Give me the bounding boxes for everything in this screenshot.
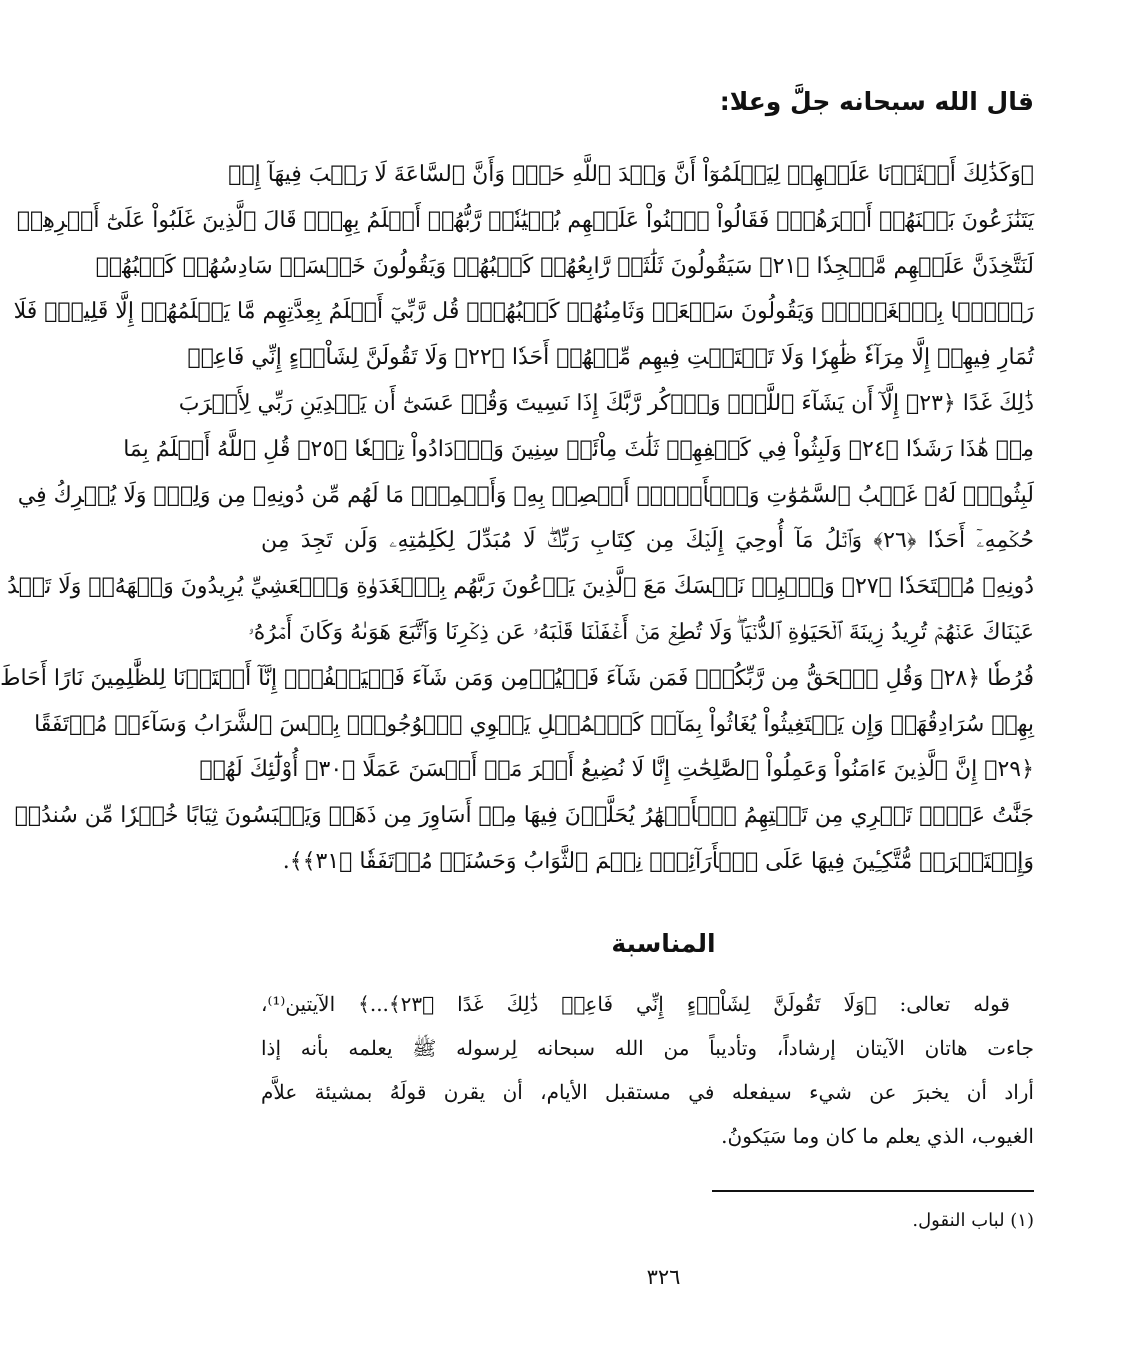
body-line: الغيوب، الذي يعلم ما كان وما سَيَكونُ.	[721, 1124, 1034, 1148]
quran-line: مِنۡ هَٰذَا رَشَدٗا ﴿٢٤﴾ وَلَبِثُواْ فِي كَهۡفِهِمۡ ثَلَٰثَ مِاْئَةٖ سِنِينَ وَٱزۡدَادُواْ تِسۡعٗا ﴿٢٥﴾ قُلِ ٱللَّهُ أَعۡلَمُ بِمَا	[123, 436, 1034, 462]
quran-line: تُمَارِ فِيهِمۡ إِلَّا مِرَآءٗ ظَٰهِرٗا وَلَا تَسۡتَفۡتِ فِيهِم مِّنۡهُمۡ أَحَدٗا ﴿٢٢﴾ وَلَا تَقُولَنَّ لِشَاْيۡءٍ إِنِّي فَاعِلٞ	[187, 345, 1034, 371]
page-heading: قال الله سبحانه جلَّ وعلا:	[719, 87, 1034, 116]
quran-line: فُرُطٗا ﴿٢٨﴾ وَقُلِ ٱلۡحَقُّ مِن رَّبِّكُمۡۖ فَمَن شَآءَ فَلۡيُؤۡمِن وَمَن شَآءَ فَلۡيَكۡفُرۡۚ إِنَّآ أَعۡتَدۡنَا لِلظَّٰلِمِينَ نَارًا أَحَاطَ	[0, 665, 1034, 691]
body-line: أراد أن يخبرَ عن شيء سيفعله في مستقبل الأيام، أن يقرن قولَهُ بمشيئة علاَّم	[261, 1080, 1034, 1104]
quran-line: عَيۡنَاكَ عَنۡهُمۡ تُرِيدُ زِينَةَ ٱلۡحَيَوٰةِ ٱلدُّنۡيَاۖ وَلَا تُطِعۡ مَنۡ أَغۡفَلۡنَا قَلۡبَهُۥ عَن ذِكۡرِنَا وَٱتَّبَعَ هَوَىٰهُ وَكَانَ أَمۡرُهُۥ	[248, 619, 1034, 645]
quran-line: ﴿وَكَذَٰلِكَ أَعۡثَرۡنَا عَلَيۡهِمۡ لِيَعۡلَمُوٓاْ أَنَّ وَعۡدَ ٱللَّهِ حَقّٞ وَأَنَّ ٱلسَّاعَةَ لَا رَيۡبَ فِيهَآ إِذۡ	[228, 162, 1034, 187]
body-line: قوله تعالى: ﴿وَلَا تَقُولَنَّ لِشَاْيۡءٍ إِنِّي فَاعِلٞ ذَٰلِكَ غَدًا ﴿٢٣﴾...﴾ الآيتين⁽¹⁾،	[261, 992, 1010, 1016]
page-number: ٣٢٦	[646, 1265, 681, 1289]
quran-line: لَنَتَّخِذَنَّ عَلَيۡهِم مَّسۡجِدٗا ﴿٢١﴾ سَيَقُولُونَ ثَلَٰثَةٞ رَّابِعُهُمۡ كَلۡبُهُمۡ وَيَقُولُونَ خَمۡسَةٞ سَادِسُهُمۡ كَلۡبُهُمۡ	[95, 253, 1034, 279]
quran-line: رَجۡمَۢا بِٱلۡغَيۡبِۖ وَيَقُولُونَ سَبۡعَةٞ وَثَامِنُهُمۡ كَلۡبُهُمۡۚ قُل رَّبِّيٓ أَعۡلَمُ بِعِدَّتِهِم مَّا يَعۡلَمُهُمۡ إِلَّا قَلِيلٞۗ فَلَا	[13, 299, 1034, 325]
section-title: المناسبة	[611, 929, 716, 958]
footnote-divider	[712, 1190, 1034, 1192]
quran-line: جَنَّٰتُ عَدۡنٖ تَجۡرِي مِن تَحۡتِهِمُ ٱلۡأَنۡهَٰرُ يُحَلَّوۡنَ فِيهَا مِنۡ أَسَاوِرَ مِن ذَهَبٖ وَيَلۡبَسُونَ ثِيَابًا خُضۡرٗا مِّن سُندُسٖ	[14, 803, 1034, 829]
quran-line: دُونِهِۦ مُلۡتَحَدٗا ﴿٢٧﴾ وَٱصۡبِرۡ نَفۡسَكَ مَعَ ٱلَّذِينَ يَدۡعُونَ رَبَّهُم بِٱلۡغَدَوٰةِ وَٱلۡعَشِيِّ يُرِيدُونَ وَجۡهَهُۥۖ وَلَا تَعۡدُ	[7, 574, 1034, 600]
body-paragraph	[261, 982, 1034, 1158]
quran-passage	[0, 152, 1034, 885]
quran-line: ﴿٢٩﴾ إِنَّ ٱلَّذِينَ ءَامَنُواْ وَعَمِلُواْ ٱلصَّٰلِحَٰتِ إِنَّا لَا نُضِيعُ أَجۡرَ مَنۡ أَحۡسَنَ عَمَلًا ﴿٣٠﴾ أُوْلَٰٓئِكَ لَهُمۡ	[199, 757, 1034, 783]
quran-line: لَبِثُواْۖ لَهُۥ غَيۡبُ ٱلسَّمَٰوَٰتِ وَٱلۡأَرۡضِۖ أَبۡصِرۡ بِهِۦ وَأَسۡمِعۡۚ مَا لَهُم مِّن دُونِهِۦ مِن وَلِيّٖ وَلَا يُشۡرِكُ فِي	[17, 482, 1034, 508]
body-line: جاءت هاتان الآيتان إرشاداً، وتأديباً من الله سبحانه لِرسوله ﷺ يعلمه بأنه إذا	[261, 1036, 1034, 1060]
quran-line: وَإِسۡتَبۡرَقٖ مُّتَّكِـِٔينَ فِيهَا عَلَى ٱلۡأَرَآئِكِۚ نِعۡمَ ٱلثَّوَابُ وَحَسُنَتۡ مُرۡتَفَقٗا ﴿٣١﴾﴾.	[282, 848, 1034, 874]
quran-line: ذَٰلِكَ غَدًا ﴿٢٣﴾ إِلَّآ أَن يَشَآءَ ٱللَّهُۚ وَٱذۡكُر رَّبَّكَ إِذَا نَسِيتَ وَقُلۡ عَسَىٰٓ أَن يَهۡدِيَنِ رَبِّي لِأَقۡرَبَ	[178, 390, 1034, 416]
quran-line: حُكۡمِهِۦٓ أَحَدٗا ﴿٢٦﴾ وَٱتۡلُ مَآ أُوحِيَ إِلَيۡكَ مِن كِتَابِ رَبِّكَۖ لَا مُبَدِّلَ لِكَلِمَٰتِهِۦ وَلَن تَجِدَ مِن	[261, 528, 1034, 554]
footnote: (١) لباب النقول.	[912, 1210, 1034, 1231]
quran-line: يَتَنَٰزَعُونَ بَيۡنَهُمۡ أَمۡرَهُمۡۖ فَقَالُواْ ٱبۡنُواْ عَلَيۡهِم بُنۡيَٰنٗاۖ رَّبُّهُمۡ أَعۡلَمُ بِهِمۡۚ قَالَ ٱلَّذِينَ غَلَبُواْ عَلَىٰٓ أَمۡرِهِمۡ	[16, 207, 1034, 233]
quran-line: بِهِمۡ سُرَادِقُهَاۚ وَإِن يَسۡتَغِيثُواْ يُغَاثُواْ بِمَآءٖ كَٱلۡمُهۡلِ يَشۡوِي ٱلۡوُجُوهَۚ بِئۡسَ ٱلشَّرَابُ وَسَآءَتۡ مُرۡتَفَقًا	[34, 711, 1034, 737]
